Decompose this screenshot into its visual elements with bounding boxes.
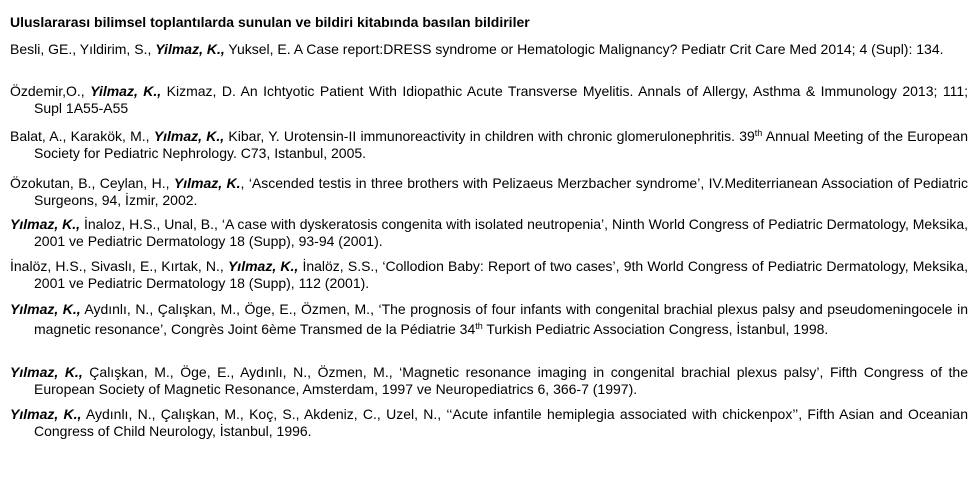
reference-entry-5 bbox=[10, 216, 968, 250]
entry-highlighted-author: Yılmaz, K., bbox=[227, 258, 299, 274]
entry-highlighted-author: Yılmaz, K. bbox=[173, 175, 241, 191]
entry-highlighted-author: Yılmaz, K., bbox=[153, 128, 225, 144]
ordinal-superscript: th bbox=[475, 321, 483, 331]
entry-text: Kibar, Y. Urotensin-II immunoreactivity in children with chronic glomerulonephritis. 39 bbox=[224, 128, 755, 144]
reference-entry-2 bbox=[10, 83, 968, 117]
entry-text: İnaloz, H.S., Unal, B., ‘A case with dyskeratosis congenita with isolated neutropenia’, Ninth World Congress of Pediatric Dermatology, Meksika, 2001 ve Pediatric Dermatology 18 (Supp), 93-94 (2001). bbox=[34, 216, 968, 249]
entry-number bbox=[0, 216, 10, 233]
entry-authors-pre: İnalöz, H.S., Sivaslı, E., Kırtak, N., bbox=[10, 258, 228, 274]
reference-entry-3 bbox=[10, 128, 968, 162]
entry-number bbox=[0, 175, 10, 192]
entry-highlighted-author: Yılmaz, K., bbox=[10, 406, 82, 422]
entry-number bbox=[0, 41, 10, 58]
entry-number bbox=[0, 83, 10, 100]
entry-text: İnalöz, S.S., ‘Collodion Baby: Report of two cases’, 9th World Congress of Pediatric Dermatology, Meksika, 2001 ve Pediatric Dermatology 18 (Supp), 112 (2001). bbox=[34, 258, 969, 291]
entry-number bbox=[0, 258, 10, 275]
entry-text-continued: Annual Meeting of the European Society for Pediatric Nephrology. C73, Istanbul, 2005. bbox=[34, 128, 968, 161]
reference-entry-8 bbox=[10, 364, 968, 398]
reference-entry-6 bbox=[10, 258, 968, 292]
entry-highlighted-author: Yılmaz, K., bbox=[10, 301, 81, 317]
entry-number bbox=[0, 128, 10, 145]
reference-entry-7 bbox=[10, 299, 968, 339]
entry-text: , ‘Ascended testis in three brothers with Pelizaeus Merzbacher syndrome’, IV.Mediterrianean Association of Pediatric Surgeons, 94, İzmir, 2002. bbox=[34, 175, 968, 208]
ordinal-superscript: th bbox=[754, 128, 763, 138]
section-heading: Uluslararası bilimsel toplantılarda sunulan ve bildiri kitabında basılan bildiriler bbox=[10, 14, 530, 30]
entry-text: Aydınlı, N., Çalışkan, M., Öge, E., Özmen, M., ‘The prognosis of four infants with congenital brachial plexus palsy and pseudomeningocele in magnetic resonance’, Congrès Joint 6ème Transmed de la Pédiatrie 34 bbox=[34, 301, 968, 337]
entry-text: Kizmaz, D. An Ichtyotic Patient With Idiopathic Acute Transverse Myelitis. Annals of Allergy, Asthma & Immunology 2013; 111; Supl 1A55-A55 bbox=[34, 83, 968, 116]
entry-text: Yuksel, E. A Case report:DRESS syndrome or Hematologic Malignancy? Pediatr Crit Care Med 2014; 4 (Supl): 134. bbox=[224, 41, 944, 57]
entry-number bbox=[0, 406, 10, 423]
entry-text: Aydınlı, N., Çalışkan, M., Koç, S., Akdeniz, C., Uzel, N., ‘‘Acute infantile hemiplegia associated with chickenpox’’, Fifth Asian and Oceanian Congress of Child Neurology, İstanbul, 1996. bbox=[34, 406, 968, 439]
entry-text: Çalışkan, M., Öge, E., Aydınlı, N., Özmen, M., ‘Magnetic resonance imaging in congenital brachial plexus palsy’, Fifth Congress of the European Society of Magnetic Resonance, Amsterdam, 1997 ve Neuropediatrics 6, 366-7 (1997). bbox=[34, 364, 969, 397]
entry-highlighted-author: Yılmaz, K., bbox=[10, 364, 83, 380]
reference-entry-4 bbox=[10, 175, 968, 209]
entry-number bbox=[0, 299, 10, 319]
entry-text-continued: Turkish Pediatric Association Congress, İstanbul, 1998. bbox=[482, 321, 829, 337]
entry-number bbox=[0, 364, 10, 381]
entry-authors-pre: Özokutan, B., Ceylan, H., bbox=[10, 175, 174, 191]
reference-entry-1 bbox=[10, 41, 968, 58]
entry-highlighted-author: Yilmaz, K., bbox=[90, 83, 162, 99]
entry-authors-pre: Özdemir,O., bbox=[10, 83, 91, 99]
entry-authors-pre: Besli, GE., Yıldirim, S., bbox=[10, 41, 156, 57]
entry-highlighted-author: Yilmaz, K., bbox=[155, 41, 225, 57]
entry-highlighted-author: Yılmaz, K., bbox=[10, 216, 81, 232]
entry-authors-pre: Balat, A., Karakök, M., bbox=[10, 128, 154, 144]
reference-entry-9 bbox=[10, 406, 968, 440]
